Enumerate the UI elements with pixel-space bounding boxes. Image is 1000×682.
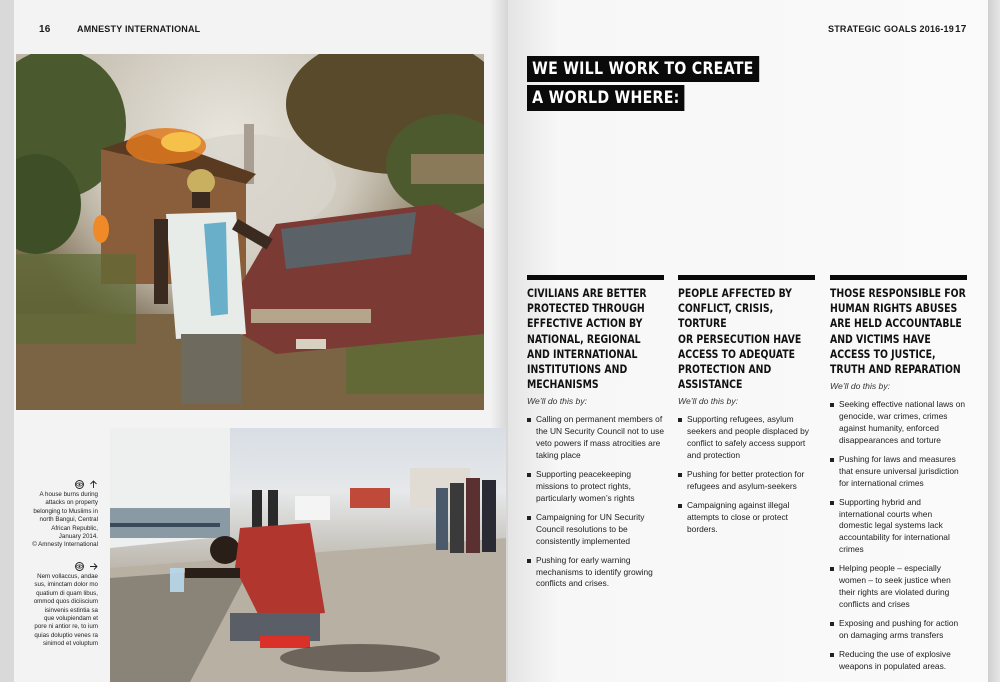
caption-2-line: sinimod et voluptum [42,640,98,648]
caption-2-line: que volupiendam et [43,615,98,623]
right-running-head: STRATEGIC GOALS 2016-19 [828,24,954,34]
caption-2-line: isinvenis estintia sa [44,606,98,614]
caption-1-line: belonging to Muslims in [33,507,98,515]
title-line: ACCESS TO JUSTICE, [830,346,936,361]
title-line: AND VICTIMS HAVE [830,331,931,346]
column-list [678,414,815,535]
list-item: Supporting refugees, asylum seekers and people displaced by conflict to safely access support and protection [678,414,815,461]
title-line: AND INTERNATIONAL [527,346,638,361]
goal-column-3 [830,275,967,680]
title-line: EFFECTIVE ACTION BY [527,316,643,331]
list-item: Seeking effective national laws on genocide, war crimes, crimes against humanity, enforced disappearances and torture [830,399,967,446]
page-edge [988,0,1000,682]
list-item: Pushing for laws and measures that ensure universal jurisdiction for international crimes [830,454,967,489]
column-rule [830,275,967,280]
goal-column-2 [678,275,815,543]
list-item: Helping people – especially women – to seek justice when their rights are violated during conflicts and crises [830,563,967,610]
arrow-up-icon [89,480,98,489]
caption-2-line: sus, iminctam dolor mo [34,581,98,589]
column-list [830,399,967,672]
list-item: Exposing and pushing for action on damaging arms transfers [830,618,967,642]
photo-burning-house [16,54,484,410]
caption-1-line: January 2014. [58,533,98,541]
caption-2-line: ommod quos diciiscium [33,598,98,606]
list-item: Campaigning for UN Security Council resolutions to be consistently implemented [527,512,664,547]
photo-harbour [110,428,506,682]
caption-photo-1 [26,480,98,550]
left-running-head: AMNESTY INTERNATIONAL [77,24,201,34]
caption-1-line: African Republic, [51,524,98,532]
list-item: Supporting peacekeeping missions to protect rights, particularly women’s rights [527,469,664,504]
column-intro: We’ll do this by: [678,396,739,407]
right-page-number: 17 [955,24,967,35]
column-title [527,286,665,392]
caption-1-line: A house burns during [39,491,98,498]
harbour-illustration [110,428,506,682]
column-intro: We’ll do this by: [830,381,891,392]
title-line: MECHANISMS [527,377,599,392]
list-item: Campaigning against illegal attempts to close or protect borders. [678,500,815,535]
list-item: Supporting hybrid and international courts when domestic legal systems lack accountability for international crimes [830,497,967,556]
caption-1-line: © Amnesty International [32,541,98,549]
title-line: NATIONAL, REGIONAL [527,331,641,346]
caption-2-line: quias doluptio venes ra [34,631,98,639]
list-item: Reducing the use of explosive weapons in populated areas. [830,649,967,673]
column-rule [678,275,815,280]
title-line: INSTITUTIONS AND [527,362,628,377]
title-line: PROTECTION AND ASSISTANCE [678,362,772,392]
eye-icon [74,480,85,489]
title-line: PEOPLE AFFECTED BY [678,286,792,300]
column-rule [527,275,664,280]
list-item: Pushing for better protection for refugees and asylum-seekers [678,469,815,493]
title-line: ARE HELD ACCOUNTABLE [830,316,962,331]
column-title [830,286,968,377]
caption-1-line: north Bangui, Central [39,516,98,524]
title-line: CONFLICT, CRISIS, TORTURE [678,301,774,331]
title-line: CIVILIANS ARE BETTER [527,286,647,300]
burning-house-illustration [16,54,484,410]
headline-line-1: WE WILL WORK TO CREATE [527,56,759,82]
caption-1-line: attacks on property [45,499,98,507]
caption-2-line: quatium di quam libus, [36,589,98,597]
left-page-number: 16 [39,24,51,35]
title-line: OR PERSECUTION HAVE [678,331,802,346]
list-item: Pushing for early warning mechanisms to identify growing conflicts and crises. [527,555,664,590]
arrow-right-icon [89,562,98,571]
title-line: TRUTH AND REPARATION [830,362,961,377]
title-line: PROTECTED THROUGH [527,301,645,316]
title-line: THOSE RESPONSIBLE FOR [830,286,966,300]
caption-2-line: Nem vollaccus, andae [37,573,98,580]
caption-photo-2 [26,562,98,649]
list-item: Calling on permanent members of the UN Security Council not to use veto powers if mass atrocities are taking place [527,414,664,461]
caption-2-line: pore ni antior re, to ium [34,623,98,631]
column-title [678,286,816,392]
column-list [527,414,664,590]
column-intro: We’ll do this by: [527,396,588,407]
headline-line-2: A WORLD WHERE: [527,85,685,111]
title-line: ACCESS TO ADEQUATE [678,346,796,361]
title-line: HUMAN RIGHTS ABUSES [830,301,958,316]
goal-column-1 [527,275,664,598]
eye-icon [74,562,85,571]
headline [527,56,797,114]
